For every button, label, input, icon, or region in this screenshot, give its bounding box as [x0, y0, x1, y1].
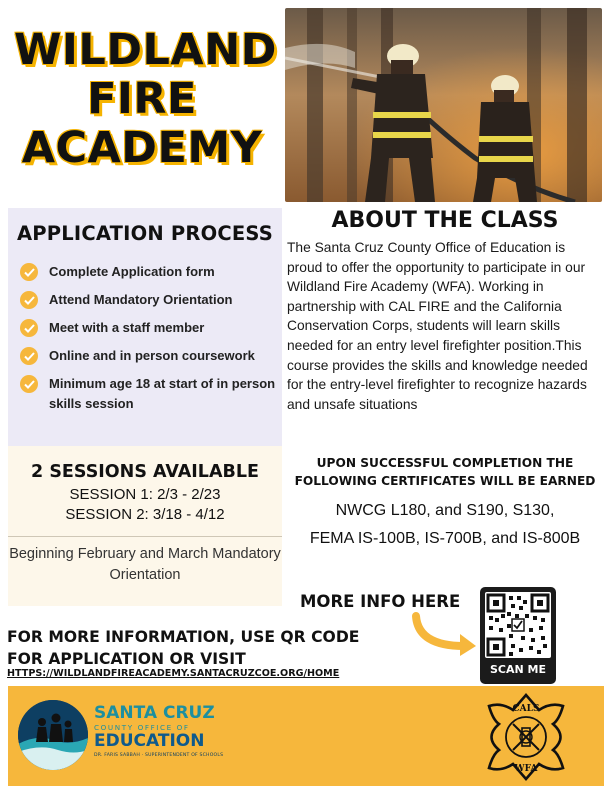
- title-line-2: FIRE: [87, 74, 197, 124]
- step-text: Complete Application form: [49, 264, 215, 279]
- scc-logo-icon: [18, 700, 88, 770]
- session-2: SESSION 2: 3/18 - 4/12: [65, 506, 225, 523]
- sessions-panel: [8, 446, 282, 606]
- org-name-line-2: EDUCATION: [94, 731, 205, 751]
- academy-title: [14, 25, 277, 173]
- list-item: [20, 262, 278, 282]
- about-body: The Santa Cruz County Office of Education is proud to offer the opportunity to participate in our Wildland Fire Academy (WFA). Working in partnership with CAL FIRE and the California Conservation Corps, students will learn skills needed for an entry level firefighter position.This course provides the skills and knowledge needed for the entry-level firefighter to recognize hazards and unsafe situations: [287, 240, 588, 412]
- org-name-line-1: SANTA CRUZ: [94, 703, 215, 723]
- more-info-label: MORE INFO HERE: [300, 592, 461, 611]
- academy-url-link[interactable]: HTTPS://WILDLANDFIREACADEMY.SANTACRUZCOE.ORG/HOME: [7, 668, 340, 679]
- superintendent-line: DR. FARIS SABBAH · SUPERINTENDENT OF SCHOOLS: [94, 753, 224, 758]
- certificates-line-1: NWCG L180, and S190, S130,: [335, 502, 555, 519]
- step-text: Attend Mandatory Orientation: [49, 292, 233, 307]
- session-1: SESSION 1: 2/3 - 2/23: [69, 486, 221, 503]
- org-name-sub: COUNTY OFFICE OF: [94, 723, 190, 732]
- certificates-heading: [286, 454, 604, 490]
- step-text: Online and in person coursework: [49, 348, 255, 363]
- maltese-cross-emblem-icon: [481, 692, 571, 782]
- qr-instructions-line-1: FOR MORE INFORMATION, USE QR CODE: [7, 628, 360, 646]
- scan-me-label: SCAN ME: [489, 663, 546, 676]
- check-icon: [20, 375, 38, 393]
- footer-bar: [8, 686, 604, 786]
- check-icon: [20, 347, 38, 365]
- firefighters-photo: [285, 8, 602, 202]
- check-icon: [20, 263, 38, 281]
- check-icon: [20, 291, 38, 309]
- list-item: [20, 318, 278, 338]
- title-line-3: ACADEMY: [21, 123, 263, 173]
- application-steps: [20, 262, 278, 422]
- certificates-heading-line-2: FOLLOWING CERTIFICATES WILL BE EARNED: [294, 474, 596, 488]
- about-heading: ABOUT THE CLASS: [331, 208, 559, 233]
- qr-instructions-line-2: FOR APPLICATION OR VISIT: [7, 650, 246, 668]
- emblem-top-text: CALS: [512, 704, 540, 714]
- sessions-heading: 2 SESSIONS AVAILABLE: [31, 462, 259, 482]
- emblem-bottom-text: WFA: [514, 764, 538, 774]
- list-item: [20, 374, 278, 414]
- application-heading: APPLICATION PROCESS: [16, 222, 273, 245]
- certificates-heading-line-1: UPON SUCCESSFUL COMPLETION THE: [316, 456, 574, 470]
- arrow-icon: [408, 612, 480, 658]
- title-line-1: WILDLAND: [14, 25, 277, 75]
- list-item: [20, 346, 278, 366]
- step-text: Minimum age 18 at start of in person skills session: [49, 376, 276, 411]
- divider: [8, 536, 282, 537]
- certificates-line-2: FEMA IS-100B, IS-700B, and IS-800B: [309, 530, 581, 547]
- qr-code-image[interactable]: [485, 592, 551, 658]
- list-item: [20, 290, 278, 310]
- qr-code[interactable]: [480, 587, 556, 684]
- orientation-note: Beginning February and March Mandatory Orientation: [9, 546, 281, 583]
- qr-instructions: [7, 626, 359, 670]
- application-panel: [8, 208, 282, 446]
- step-text: Meet with a staff member: [49, 320, 205, 335]
- check-icon: [20, 319, 38, 337]
